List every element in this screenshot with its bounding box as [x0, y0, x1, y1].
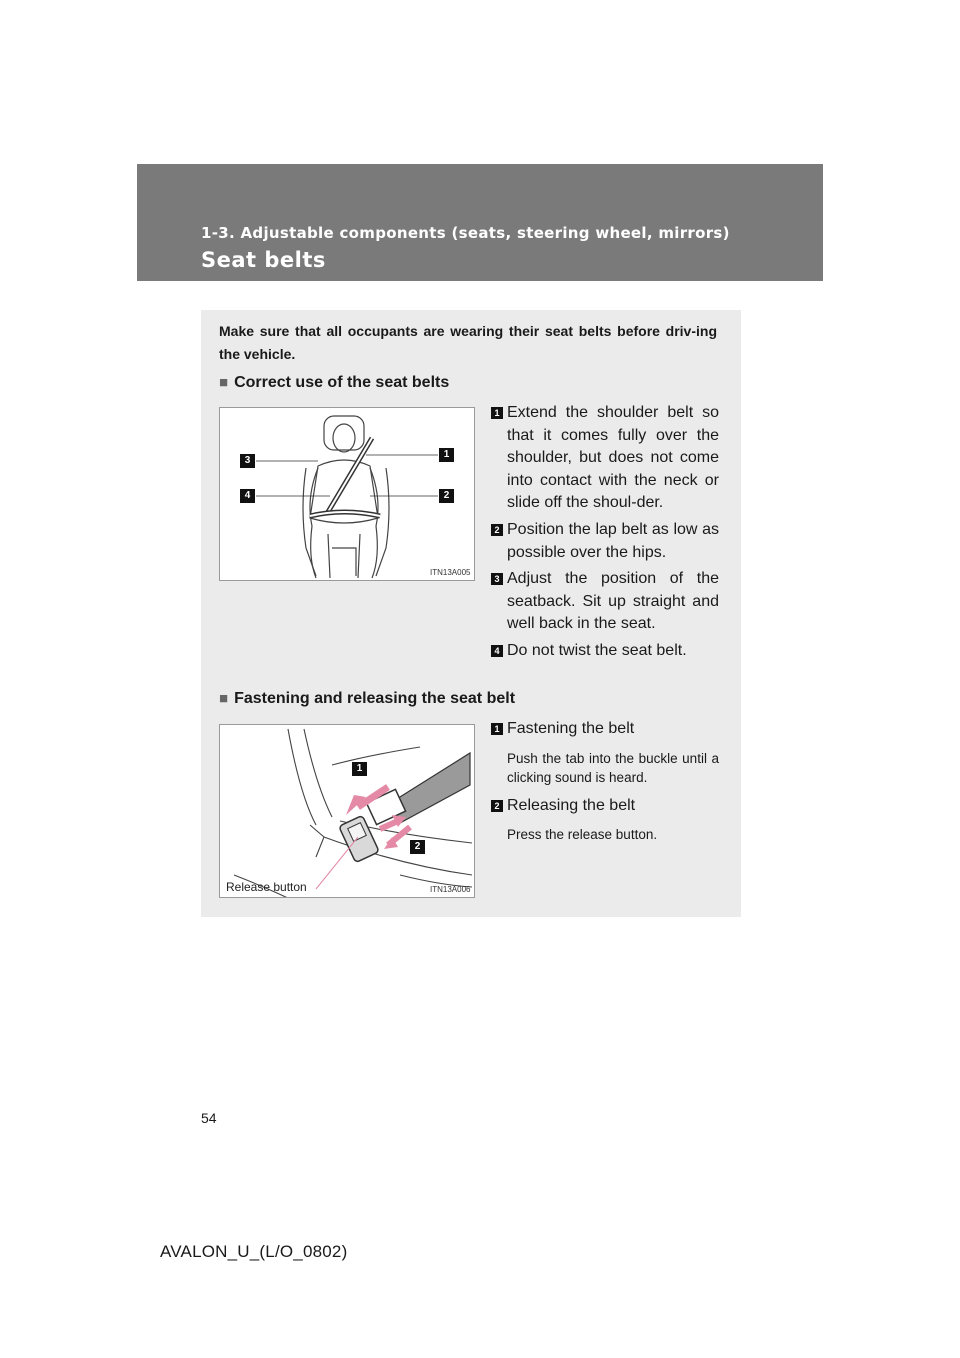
square-bullet-icon: ■	[219, 374, 229, 391]
correct-use-steps	[491, 402, 719, 663]
figure-code: ITN13A005	[430, 568, 471, 577]
step-item	[491, 640, 719, 663]
step-item	[491, 795, 719, 845]
step-item	[491, 718, 719, 787]
heading-fastening-text: Fastening and releasing the seat belt	[234, 690, 516, 707]
content-box	[201, 310, 741, 917]
release-button-label: Release button	[226, 880, 307, 894]
square-bullet-icon: ■	[219, 690, 229, 707]
step-text: Extend the shoulder belt so that it comes fully over the shoulder, but does not come into contact with the neck or slide off the shoul-der.	[507, 404, 719, 512]
buckle-figure	[219, 724, 475, 898]
step-text: Do not twist the seat belt.	[507, 641, 687, 659]
heading-correct-use-text: Correct use of the seat belts	[234, 374, 450, 391]
step-text: Releasing the belt	[507, 796, 636, 814]
buckle-illustration	[220, 725, 475, 898]
callout-3: 3	[240, 454, 255, 468]
step-text: Fastening the belt	[507, 720, 635, 737]
seated-occupant-illustration	[220, 408, 475, 581]
step-number-badge: 4	[491, 645, 503, 657]
figure-code: ITN13A006	[430, 885, 471, 894]
page-number: 54	[201, 1110, 217, 1126]
callout-1: 1	[439, 448, 454, 462]
step-item	[491, 519, 719, 564]
step-subtext: Push the tab into the buckle until a clicking sound is heard.	[507, 750, 719, 785]
step-item	[491, 402, 719, 515]
step-item	[491, 568, 719, 636]
intro-text: Make sure that all occupants are wearing their seat belts before driv-ing the vehicle.	[219, 323, 717, 362]
step-number-badge: 2	[491, 800, 503, 812]
callout-2: 2	[439, 489, 454, 503]
step-subtext: Press the release button.	[507, 827, 658, 843]
heading-correct-use	[219, 374, 449, 392]
page-title: Seat belts	[201, 248, 326, 272]
callout-1: 1	[352, 762, 367, 776]
step-number-badge: 1	[491, 723, 503, 735]
step-number-badge: 1	[491, 407, 503, 419]
footer-code: AVALON_U_(L/O_0802)	[160, 1242, 348, 1261]
seated-occupant-figure	[219, 407, 475, 581]
step-text: Position the lap belt as low as possible over the hips.	[507, 520, 719, 561]
section-title: 1-3. Adjustable components (seats, steering wheel, mirrors)	[201, 224, 730, 242]
step-number-badge: 3	[491, 573, 503, 585]
step-text: Adjust the position of the seatback. Sit up straight and well back in the seat.	[507, 570, 719, 633]
fastening-steps	[491, 718, 719, 844]
header-bar	[137, 164, 823, 281]
step-number-badge: 2	[491, 524, 503, 536]
callout-2: 2	[410, 840, 425, 854]
heading-fastening	[219, 690, 515, 708]
callout-4: 4	[240, 489, 255, 503]
